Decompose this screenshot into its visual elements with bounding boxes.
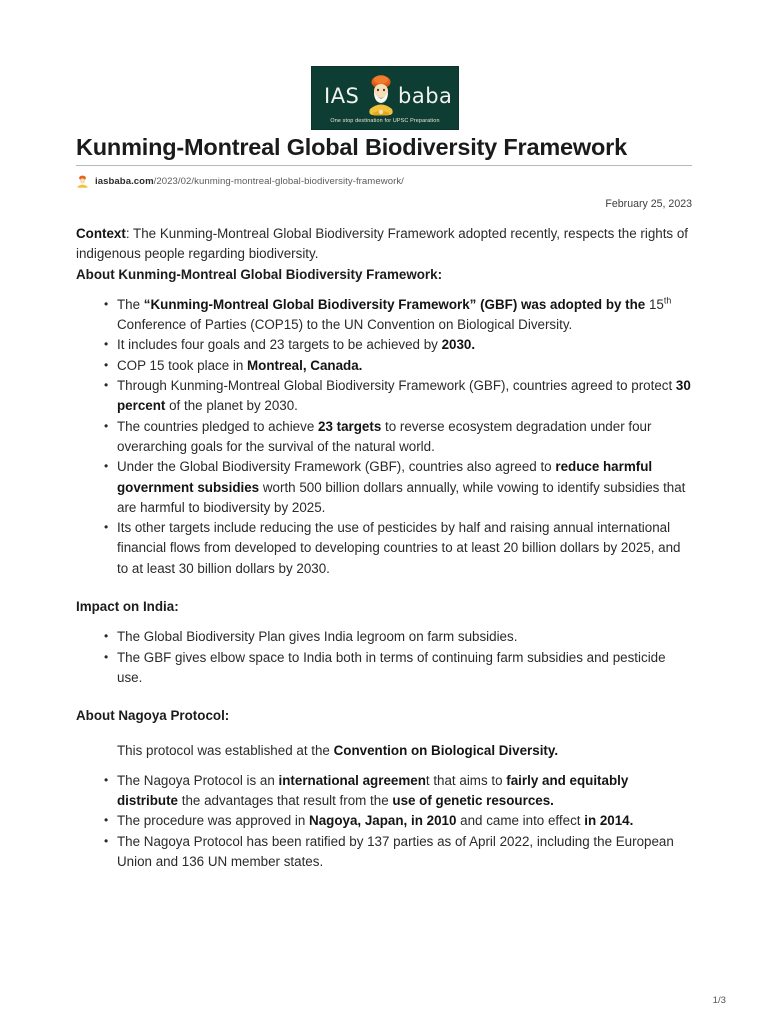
text-bold: 23 targets — [318, 418, 382, 434]
context-text: The Kunming-Montreal Global Biodiversity Framework adopted recently, respects the rights of indigenous people regarding biodiversity. — [76, 226, 689, 262]
bullet-list — [76, 771, 692, 872]
logo-background — [311, 66, 459, 130]
sections-container — [76, 265, 692, 873]
text-run: of the planet by 2030. — [165, 398, 298, 414]
text-bold: 30 percent — [117, 378, 691, 414]
text-run: and came into effect — [456, 813, 585, 829]
text-run: 15 — [648, 296, 664, 312]
text-run: The — [117, 296, 144, 312]
url-text — [95, 176, 404, 187]
section-intro-paragraph — [117, 741, 692, 761]
section-heading: Impact on India: — [76, 599, 179, 615]
title-divider — [76, 165, 692, 166]
list-item — [117, 335, 692, 355]
logo-text-ias: IAS — [324, 84, 360, 108]
text-run: This protocol was established at the — [117, 742, 334, 758]
url-domain: iasbaba.com — [95, 176, 154, 187]
text-run: Conference of Parties (COP15) to the UN Convention on Biological Diversity. — [117, 317, 573, 333]
logo-tagline: One stop destination for UPSC Preparation — [330, 118, 440, 124]
list-item — [117, 417, 692, 458]
context-paragraph — [76, 224, 692, 265]
list-item — [117, 376, 692, 417]
text-bold: in 2014. — [584, 813, 634, 829]
text-run: The Nagoya Protocol has been ratified by 137 parties as of April 2022, including the European Union and 136 UN member states. — [117, 833, 674, 870]
text-run: Through Kunming-Montreal Global Biodiversity Framework (GBF), countries agreed to protect — [117, 378, 676, 394]
bullet-list — [76, 627, 692, 688]
text-bold: Nagoya, Japan, in 2010 — [309, 813, 457, 829]
bullet-list — [76, 295, 692, 579]
iasbaba-logo — [311, 66, 459, 130]
text-bold: international agreemen — [278, 772, 426, 788]
publish-date: February 25, 2023 — [605, 198, 692, 210]
page-title: Kunming-Montreal Global Biodiversity Framework — [76, 134, 627, 160]
text-run: The Nagoya Protocol is an — [117, 772, 279, 788]
list-item — [117, 648, 692, 689]
text-bold: use of genetic resources. — [392, 793, 554, 809]
text-run: The GBF gives elbow space to India both in terms of continuing farm subsidies and pesticide use. — [117, 649, 666, 685]
text-bold: 2030. — [441, 337, 476, 353]
meditating-guru-icon — [366, 73, 396, 117]
text-superscript: th — [663, 295, 672, 306]
site-favicon-icon — [76, 175, 89, 188]
page-number: 1/3 — [712, 995, 726, 1006]
section-heading: About Kunming-Montreal Global Biodiversity Framework: — [76, 266, 443, 282]
list-item — [117, 518, 692, 579]
text-run: worth 500 billion dollars annually, while vowing to identify subsidies that are harmful to biodiversity by 2025. — [117, 479, 686, 515]
text-run: COP 15 took place in — [117, 357, 248, 373]
text-bold: reduce harmful government subsidies — [117, 459, 653, 495]
text-bold: fairly and equitably distribute — [117, 772, 629, 809]
text-run: Its other targets include reducing the use of pesticides by half and raising annual international financial flows from developed to developing countries to at least 20 billion dollars by 2025, and to at least 30 billion dollars by 2030. — [117, 520, 681, 576]
context-label: Context — [76, 226, 126, 241]
article-body — [76, 224, 692, 872]
text-run: It includes four goals and 23 targets to be achieved by — [117, 337, 442, 353]
text-bold: Convention on Biological Diversity. — [333, 742, 559, 758]
list-item — [117, 771, 692, 812]
context-separator: : — [125, 226, 134, 241]
url-path: /2023/02/kunming-montreal-global-biodiversity-framework/ — [153, 176, 404, 187]
list-item — [117, 811, 692, 831]
list-item — [117, 295, 692, 336]
text-run: The procedure was approved in — [117, 813, 310, 829]
text-run: to reverse ecosystem degradation under four overarching goals for the survival of the natural world. — [117, 418, 652, 454]
text-run: Under the Global Biodiversity Framework (GBF), countries also agreed to — [117, 459, 556, 475]
text-bold: “Kunming-Montreal Global Biodiversity Framework” (GBF) was adopted by the — [143, 296, 649, 312]
list-item — [117, 457, 692, 518]
logo-text-baba: baba — [398, 84, 453, 108]
text-bold: Montreal, Canada. — [247, 357, 363, 373]
text-run: The Global Biodiversity Plan gives India legroom on farm subsidies. — [117, 629, 518, 645]
source-url[interactable] — [76, 175, 404, 188]
text-run: the advantages that result from the — [178, 793, 393, 809]
list-item — [117, 832, 692, 873]
text-run: t that aims to — [425, 772, 507, 788]
text-run: The countries pledged to achieve — [117, 418, 318, 434]
list-item — [117, 627, 692, 647]
list-item — [117, 356, 692, 376]
section-heading: About Nagoya Protocol: — [76, 708, 230, 724]
